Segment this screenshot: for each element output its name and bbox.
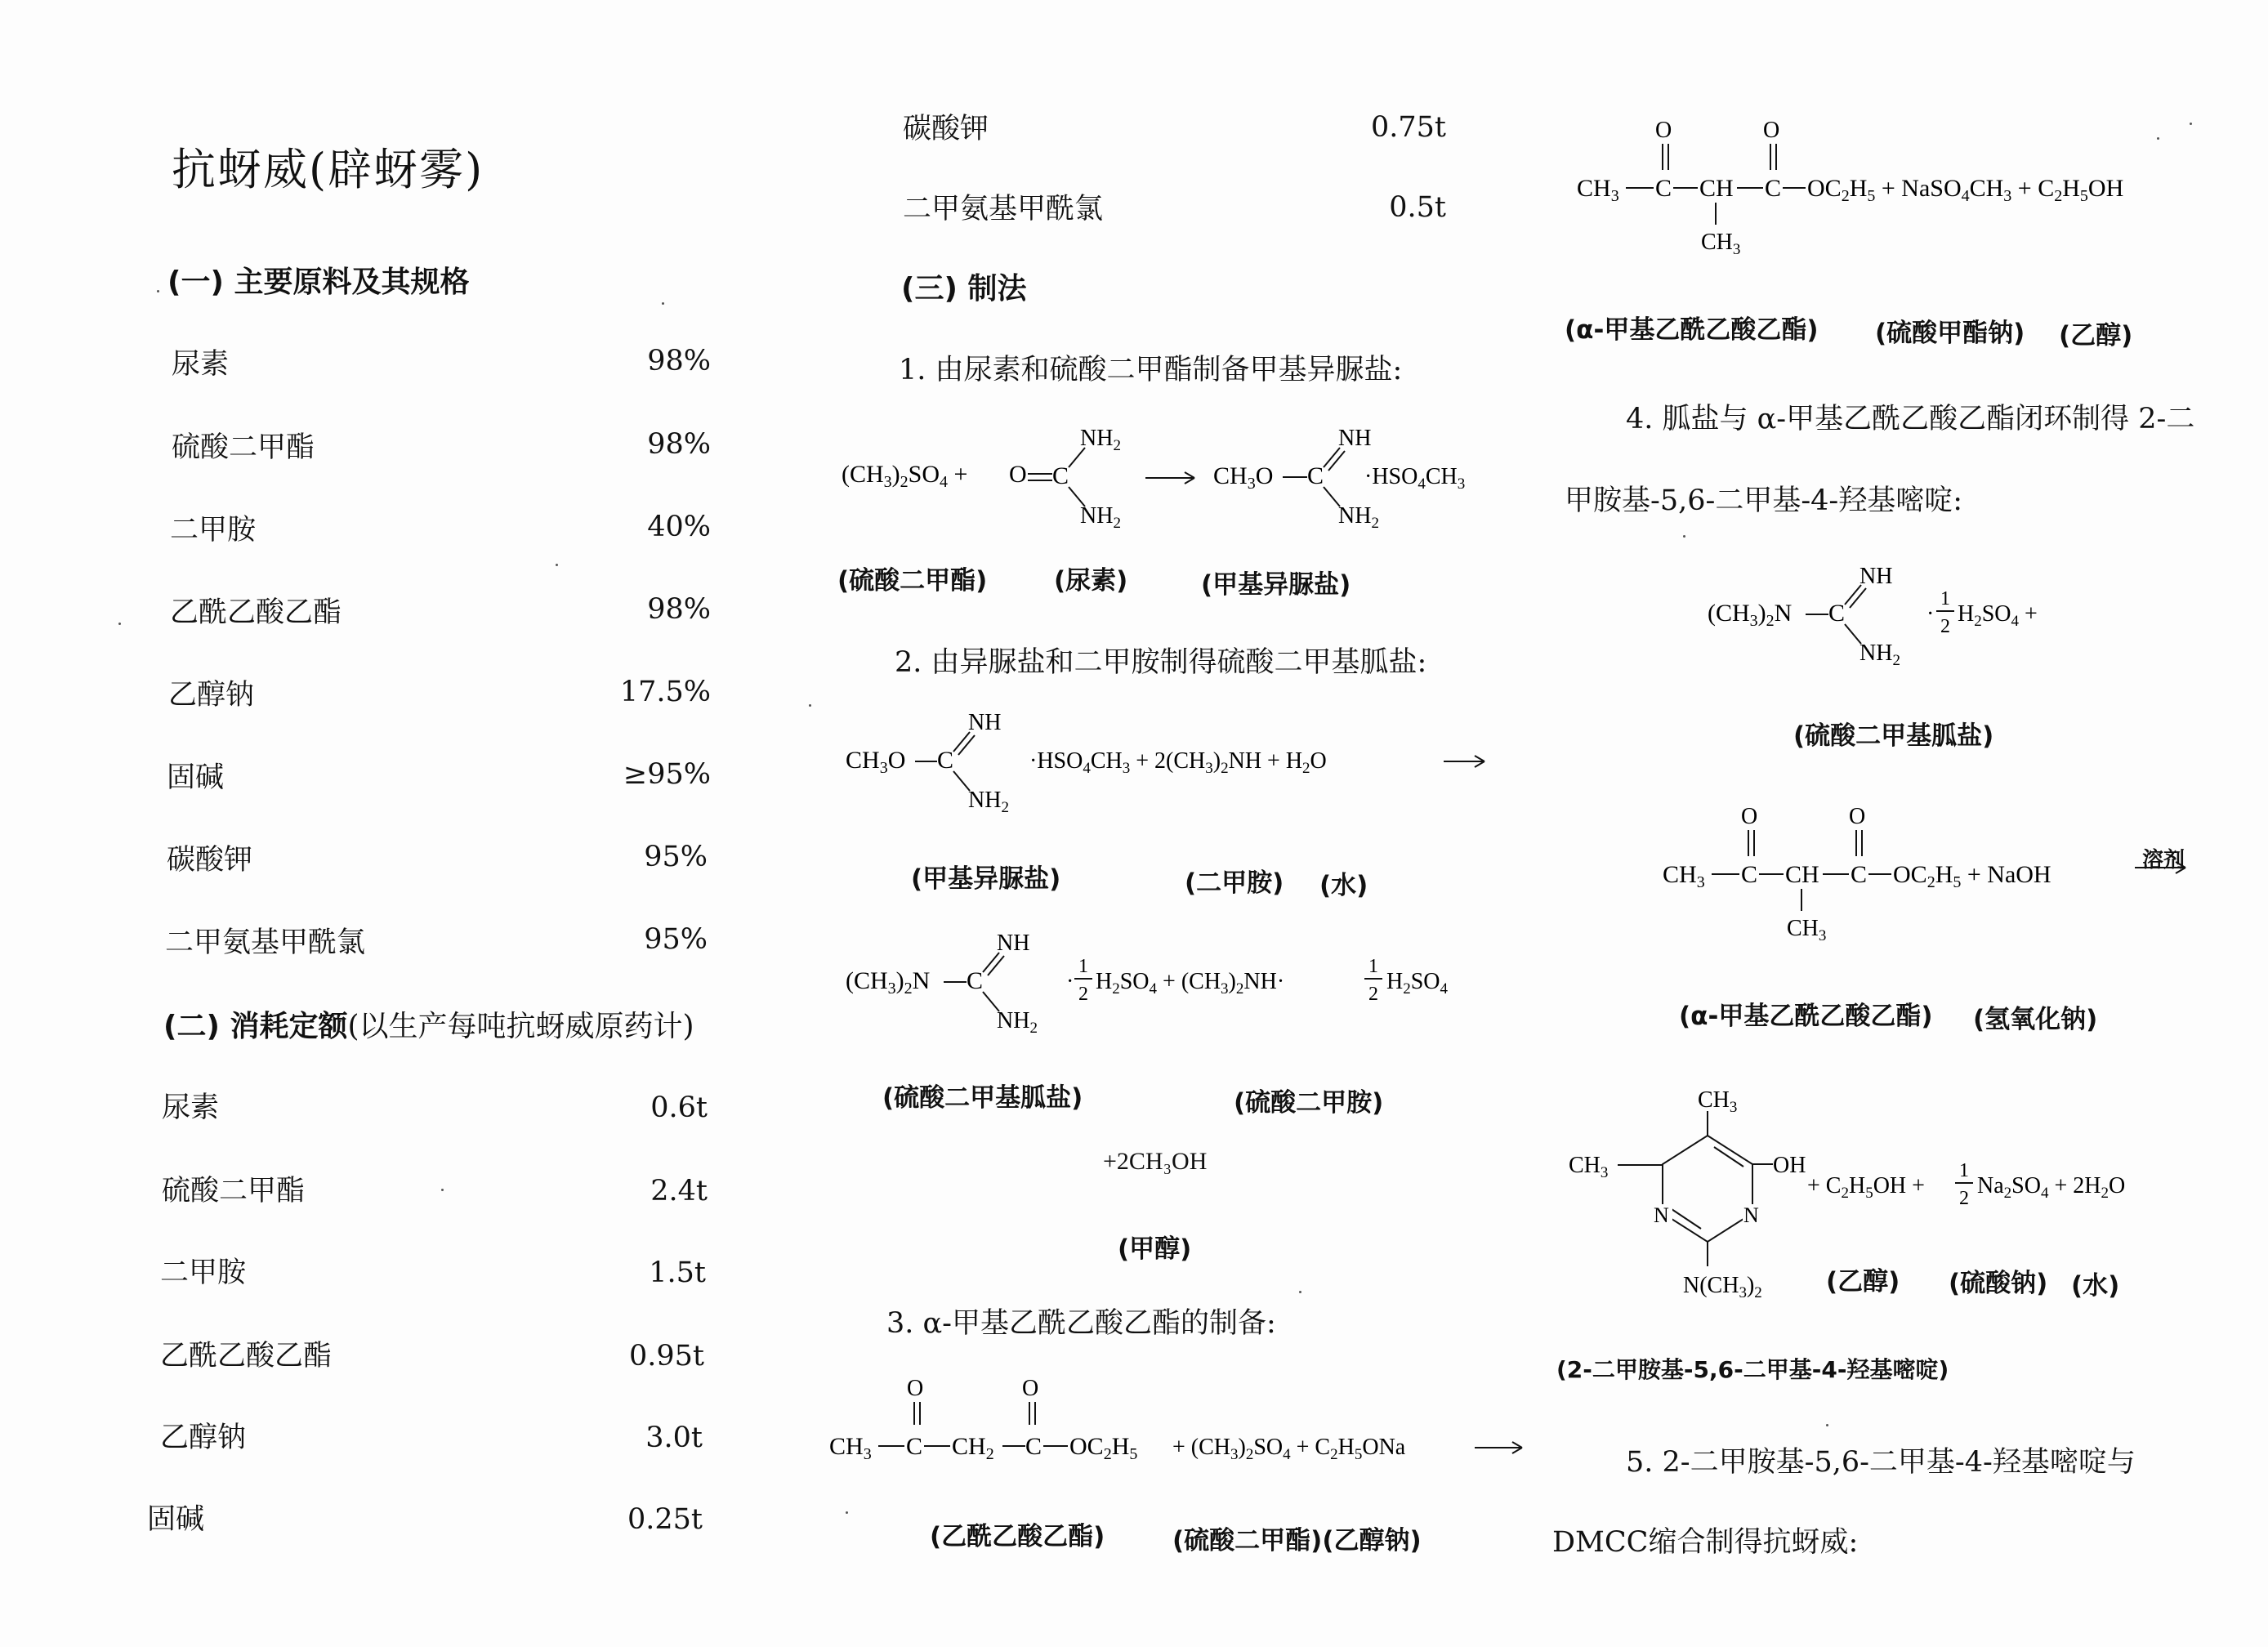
svg-text:NH2: $NH_2$ bbox=[1859, 640, 1900, 669]
svg-text:(CH3)2N: $(CH_3)_2N$ bbox=[846, 967, 931, 998]
svg-text:CH3O: $CH_3O$ bbox=[846, 747, 906, 777]
svg-text:C: C bbox=[906, 1433, 923, 1460]
material-spec: 98% bbox=[647, 593, 711, 626]
column-left bbox=[0, 0, 760, 1647]
svg-text:C: C bbox=[1828, 600, 1846, 627]
svg-text:·HSO4CH3 + 2(CH3)2NH + H2O: $\cdot HSO_4CH_3 + 2(CH_3)_2NH + H_2O$ bbox=[1029, 748, 1327, 777]
step4-guanidine-label: (硫酸二甲基胍盐) bbox=[1793, 721, 1994, 751]
svg-text:NH2: $NH_2$ bbox=[1080, 426, 1121, 454]
scan-speck bbox=[118, 623, 121, 625]
consumption-name: 碳酸钾 bbox=[903, 113, 989, 145]
svg-text:·: · bbox=[1066, 969, 1074, 994]
svg-text:O: O bbox=[1655, 118, 1672, 143]
material-spec: 40% bbox=[647, 511, 711, 543]
svg-text:2: 2 bbox=[1940, 616, 1950, 637]
material-spec: 98% bbox=[647, 428, 711, 461]
reaction3-products bbox=[1577, 114, 2263, 261]
svg-text:OC2H5 + NaSO4CH3 + C2H5OH: $OC_2H_5$ + $NaSO_4CH_3 + C_2H_5OH$ bbox=[1807, 175, 2124, 205]
scan-speck bbox=[1683, 535, 1685, 538]
svg-text:NH: NH bbox=[968, 710, 1002, 735]
svg-text:N(CH3)2: $N(CH_3)_2$ bbox=[1683, 1273, 1762, 1301]
step2-text: 2. 由异脲盐和二甲胺制得硫酸二甲基胍盐: bbox=[895, 646, 1427, 679]
svg-text:C: C bbox=[1052, 462, 1069, 489]
consumption-value: 0.75t bbox=[1371, 111, 1446, 144]
material-name: 乙酰乙酸乙酯 bbox=[170, 596, 342, 629]
consumption-value: 0.6t bbox=[650, 1091, 708, 1124]
consumption-value: 0.25t bbox=[627, 1503, 703, 1536]
section3-heading: (三) 制法 bbox=[901, 272, 1027, 306]
svg-text:O: O bbox=[1022, 1376, 1039, 1401]
svg-text:O: O bbox=[1741, 804, 1758, 829]
consumption-name: 乙醇钠 bbox=[160, 1422, 247, 1454]
svg-text:CH3: $CH_3$ bbox=[1663, 861, 1705, 891]
consumption-name: 硫酸二甲酯 bbox=[162, 1175, 306, 1207]
svg-text:CH: CH bbox=[1785, 861, 1819, 888]
svg-text:CH3: $CH_3$ bbox=[1787, 916, 1827, 944]
page-title: 抗蚜威(辟蚜雾) bbox=[172, 144, 484, 195]
pyrimidine-label: (2-二甲胺基-5,6-二甲基-4-羟基嘧啶) bbox=[1556, 1356, 1949, 1383]
material-name: 二甲氨基甲酰氯 bbox=[165, 926, 366, 959]
svg-text:NH: NH bbox=[1859, 564, 1893, 589]
consumption-value: 0.95t bbox=[629, 1340, 704, 1372]
scan-speck bbox=[441, 1189, 444, 1191]
scan-speck bbox=[2190, 123, 2192, 125]
scan-speck bbox=[1826, 1424, 1828, 1426]
scan-speck bbox=[662, 302, 664, 305]
svg-text:1: 1 bbox=[1078, 956, 1088, 977]
step2-label: (二甲胺) bbox=[1185, 868, 1284, 898]
scan-speck bbox=[2157, 137, 2159, 140]
svg-text:C: C bbox=[937, 747, 954, 774]
svg-text:CH3: $CH_3$ bbox=[829, 1433, 872, 1463]
svg-text:(CH3)2SO4 +: $(CH_3)_2SO_4$ + bbox=[842, 461, 968, 491]
step3-product-label: (硫酸甲酯钠) bbox=[1875, 319, 2025, 348]
step5-text-line1: 5. 2-二甲胺基-5,6-二甲基-4-羟基嘧啶与 bbox=[1626, 1446, 2136, 1479]
step3-label: (硫酸二甲酯)(乙醇钠) bbox=[1172, 1526, 1422, 1556]
svg-text:CH2: $CH_2$ bbox=[952, 1433, 994, 1463]
svg-text:(CH3)2N: $(CH_3)_2N$ bbox=[1708, 600, 1793, 630]
svg-text:CH3: $CH_3$ bbox=[1698, 1087, 1738, 1116]
svg-text:2: 2 bbox=[1959, 1188, 1969, 1209]
consumption-name: 乙酰乙酸乙酯 bbox=[160, 1340, 333, 1372]
svg-text:NH2: $NH_2$ bbox=[968, 788, 1009, 816]
svg-text:1: 1 bbox=[1368, 956, 1378, 977]
step4-product-label: (乙醇) bbox=[1826, 1267, 1900, 1297]
step2-label: (甲基异脲盐) bbox=[911, 864, 1061, 894]
svg-text:NH2: $NH_2$ bbox=[1080, 503, 1121, 531]
svg-text:C: C bbox=[1851, 861, 1868, 888]
svg-text:2: 2 bbox=[1368, 984, 1378, 1005]
column-middle bbox=[809, 0, 1528, 1647]
step1-label: (甲基异脲盐) bbox=[1201, 570, 1351, 600]
step2-label: (甲醇) bbox=[1118, 1234, 1192, 1264]
reaction2-products bbox=[846, 923, 1532, 1038]
svg-text:1: 1 bbox=[1940, 588, 1950, 609]
column-right bbox=[1536, 0, 2268, 1647]
step2-label: (硫酸二甲基胍盐) bbox=[882, 1083, 1083, 1113]
svg-text:H2SO4 + (CH3)2NH·: $H_2SO_4 + (CH_3)_2NH\cdot$ bbox=[1096, 969, 1285, 998]
material-spec: 17.5% bbox=[619, 676, 711, 708]
svg-text:O: O bbox=[1763, 118, 1780, 143]
consumption-value: 2.4t bbox=[650, 1175, 708, 1207]
svg-text:2: 2 bbox=[1078, 984, 1088, 1005]
scan-speck bbox=[809, 704, 811, 707]
svg-text:C: C bbox=[967, 967, 984, 994]
svg-text:C: C bbox=[1765, 175, 1782, 202]
consumption-name: 尿素 bbox=[162, 1091, 220, 1124]
svg-text:C: C bbox=[1307, 462, 1324, 489]
svg-text:H2SO4: $H_2SO_4$ bbox=[1386, 969, 1449, 998]
step4-ester-label: (氢氧化钠) bbox=[1973, 1005, 2098, 1034]
step3-text: 3. α-甲基乙酰乙酸乙酯的制备: bbox=[886, 1307, 1276, 1340]
svg-text:CH3: $CH_3$ bbox=[1569, 1153, 1609, 1181]
material-name: 尿素 bbox=[172, 348, 230, 381]
material-name: 固碱 bbox=[167, 761, 225, 794]
svg-text:C: C bbox=[1741, 861, 1758, 888]
consumption-name: 二甲胺 bbox=[160, 1256, 247, 1289]
material-spec: 98% bbox=[647, 345, 711, 377]
material-spec: ≥95% bbox=[623, 758, 711, 791]
step4-ester-reaction bbox=[1663, 801, 2235, 948]
step4-ester-label: (α-甲基乙酰乙酸乙酯) bbox=[1679, 1002, 1933, 1031]
svg-text:+ (CH3)2SO4 + C2H5ONa: + $(CH_3)_2SO_4 + C_2H_5ONa$ bbox=[1172, 1435, 1406, 1463]
step1-label: (尿素) bbox=[1054, 566, 1128, 596]
svg-text:C: C bbox=[1655, 175, 1672, 202]
consumption-name: 固碱 bbox=[147, 1503, 205, 1536]
svg-text:O: O bbox=[907, 1376, 924, 1401]
solvent-label: 溶剂 bbox=[2142, 848, 2185, 873]
svg-text:CH: CH bbox=[1699, 175, 1734, 202]
step5-text-line2: DMCC缩合制得抗蚜威: bbox=[1552, 1526, 1859, 1559]
svg-text:NH: NH bbox=[997, 931, 1030, 956]
svg-text:·: · bbox=[1926, 601, 1935, 627]
svg-text:·HSO4CH3: $\cdot HSO_4CH_3$ bbox=[1364, 464, 1466, 493]
svg-text:CH3: $CH_3$ bbox=[1577, 175, 1619, 205]
svg-text:OC2H5: $OC_2H_5$ bbox=[1069, 1433, 1138, 1463]
svg-text:CH3: $CH_3$ bbox=[1701, 230, 1741, 258]
scan-speck bbox=[556, 564, 558, 566]
svg-text:CH3O: $CH_3O$ bbox=[1213, 462, 1274, 493]
section2-heading-note: (以生产每吨抗蚜威原药计) bbox=[347, 1010, 694, 1043]
scan-speck bbox=[157, 290, 159, 292]
consumption-value: 3.0t bbox=[645, 1422, 703, 1454]
reaction3-reactants bbox=[829, 1372, 1532, 1471]
guanidine-sulfate-structure bbox=[1708, 564, 2083, 678]
svg-text:Na2SO4 + 2H2O: $Na_2SO_4 + 2H_2O$ bbox=[1977, 1173, 2126, 1202]
consumption-name: 二甲氨基甲酰氯 bbox=[903, 193, 1104, 225]
reaction1-equation bbox=[842, 417, 1544, 531]
step2-methanol: +2CH₃OH bbox=[1103, 1148, 1208, 1175]
step3-product-label: (α-甲基乙酰乙酸乙酯) bbox=[1565, 315, 1819, 345]
svg-text:+ C2H5OH +: + $C_2H_5OH$ + bbox=[1807, 1173, 1925, 1202]
pyrimidine-product-structure bbox=[1569, 1078, 2255, 1315]
step2-label: (水) bbox=[1319, 871, 1368, 900]
svg-text:H2SO4 +: $H_2SO_4$ + bbox=[1958, 601, 2038, 630]
material-spec: 95% bbox=[644, 841, 708, 873]
svg-text:O: O bbox=[1849, 804, 1866, 829]
scan-speck bbox=[846, 1511, 848, 1514]
svg-text:C: C bbox=[1025, 1433, 1042, 1460]
material-name: 硫酸二甲酯 bbox=[172, 431, 315, 464]
reaction2-reactants bbox=[846, 703, 1532, 817]
consumption-value: 0.5t bbox=[1389, 191, 1446, 224]
material-name: 乙醇钠 bbox=[168, 679, 255, 712]
svg-text:NH2: $NH_2$ bbox=[1338, 503, 1379, 531]
svg-text:OC2H5 + NaOH: $OC_2H_5$ + NaOH bbox=[1893, 861, 2051, 891]
material-name: 碳酸钾 bbox=[167, 844, 253, 877]
step2-label: (硫酸二甲胺) bbox=[1234, 1088, 1384, 1118]
material-spec: 95% bbox=[644, 923, 708, 956]
svg-text:N: N bbox=[1743, 1203, 1759, 1227]
section2-heading bbox=[163, 1003, 694, 1045]
svg-text:NH: NH bbox=[1338, 426, 1372, 451]
step4-product-label: (水) bbox=[2071, 1271, 2120, 1301]
svg-text:OH: OH bbox=[1773, 1153, 1806, 1178]
step3-product-label: (乙醇) bbox=[2059, 321, 2133, 350]
step4-text-line2: 甲胺基-5,6-二甲基-4-羟基嘧啶: bbox=[1565, 484, 1963, 517]
svg-text:O: O bbox=[1009, 461, 1027, 488]
svg-text:NH2: $NH_2$ bbox=[997, 1008, 1038, 1037]
svg-text:1: 1 bbox=[1959, 1160, 1969, 1181]
step1-label: (硫酸二甲酯) bbox=[837, 566, 988, 596]
step3-label: (乙酰乙酸乙酯) bbox=[930, 1522, 1105, 1551]
step1-text: 1. 由尿素和硫酸二甲酯制备甲基异脲盐: bbox=[899, 354, 1403, 386]
step4-product-label: (硫酸钠) bbox=[1949, 1269, 2048, 1298]
section2-heading-text: (二) 消耗定额 bbox=[163, 1010, 348, 1043]
section1-heading: (一) 主要原料及其规格 bbox=[167, 266, 470, 299]
material-name: 二甲胺 bbox=[170, 514, 257, 547]
consumption-value: 1.5t bbox=[649, 1256, 706, 1289]
step4-text-line1: 4. 胍盐与 α-甲基乙酰乙酸乙酯闭环制得 2-二 bbox=[1626, 403, 2195, 435]
scan-speck bbox=[1299, 1291, 1301, 1293]
svg-text:N: N bbox=[1654, 1203, 1669, 1227]
